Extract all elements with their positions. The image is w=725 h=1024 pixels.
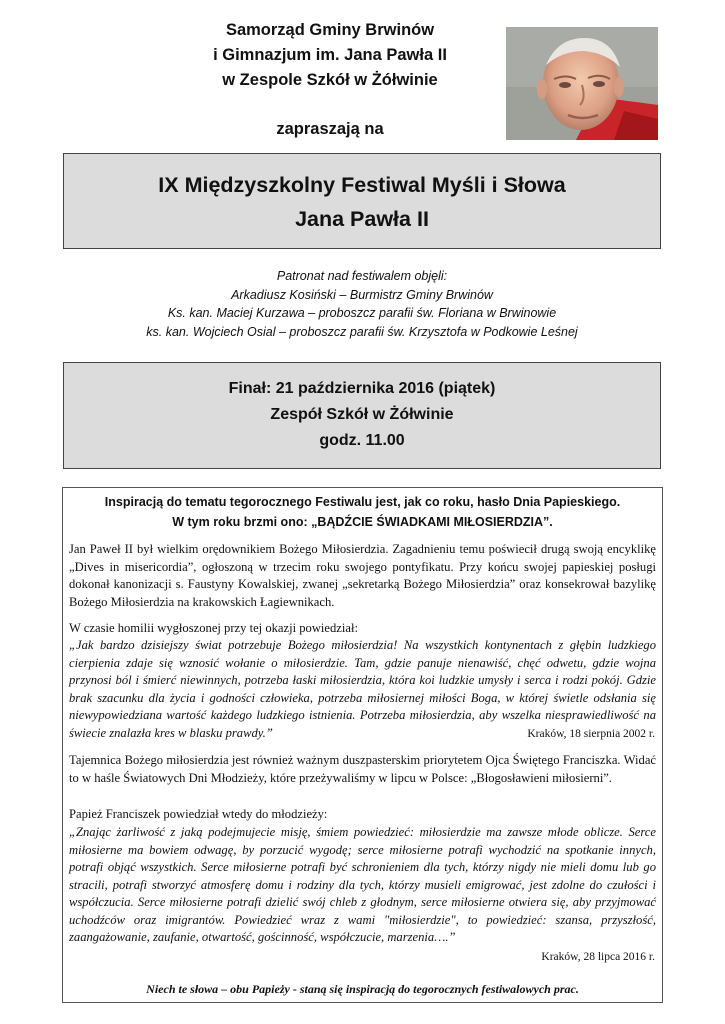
- paragraph-francis: Tajemnica Bożego miłosierdzia jest również ważnym duszpasterskim priorytetem Ojca Świętego Franciszka. Widać to w haśle Światowych Dni Młodzieży, które przeżywaliśmy w lipcu w Polsce: „Błogosławieni miłosierni”.: [69, 753, 656, 785]
- final-venue: Zespół Szkół w Żółwinie: [270, 406, 454, 423]
- organizer-line-2: i Gimnazjum im. Jana Pawła II: [213, 46, 447, 64]
- patronage-heading: Patronat nad festiwalem objęli:: [276, 269, 448, 283]
- intro-line-1: Inspiracją do tematu tegorocznego Festiwalu jest, jak co roku, hasło Dnia Papieskiego.: [104, 495, 621, 509]
- final-date: Finał: 21 października 2016 (piątek): [228, 380, 496, 397]
- organizer-line-3: w Zespole Szkół w Żółwinie: [222, 71, 438, 89]
- patronage-section: [63, 267, 661, 341]
- pope-portrait-photo: [506, 27, 658, 140]
- quote-jpii: „Jak bardzo dzisiejszy świat potrzebuje Bożego miłosierdzia! Na wszystkich kontynentach z głębin ludzkiego cierpienia zdaje się wznosić wołanie o miłosierdzie. Tam, gdzie panuje nienawiść, chęć odwetu, gdzie wojna przynosi ból i śmierć niewinnych, potrzeba łaski miłosierdzia, która koi ludzkie umysły i serca i rodzi pokój. Gdzie brak szacunku dla życia i godności człowieka, potrzeba miłosiernej miłości Boga, w której świetle odsłania się niewypowiedziana wartość każdego ludzkiego istnienia. Potrzeba miłosierdzia, aby wszelka niesprawiedliwość na świecie znalazła kres w blasku prawdy.”: [69, 638, 656, 740]
- closing-line: Niech te słowa – obu Papieży - staną się inspiracją do tegorocznych festiwalowych prac.: [146, 982, 579, 996]
- patron-1: Arkadiusz Kosiński – Burmistrz Gminy Brwinów: [231, 287, 493, 302]
- organizers-header: [180, 18, 480, 93]
- intro-section: [63, 492, 662, 532]
- festival-title-line-1: IX Międzyszkolny Festiwal Myśli i Słowa: [158, 173, 566, 197]
- quote-francis: „Znając żarliwość z jaką podejmujecie misję, śmiem powiedzieć: miłosierdzie ma zawsze młode oblicze. Serce miłosierne ma bowiem odwagę, by porzucić wygodę; serce miłosierne potrafi wychodzić na spotkanie innych, potrafi objąć wszystkich. Serce miłosierne potrafi być schronieniem dla tych, którzy nigdy nie mieli domu lub go stracili, potrafi stworzyć atmosferę domu i rodziny dla tych, którzy musieli emigrować, jest zdolne do czułości i współczucia. Serce miłosierne potrafi dzielić swój chleb z głodnym, serce miłosierne otwiera się, aby przyjmować uchodźców oraz imigrantów. Powiedzieć wraz z wami "miłosierdzie", to powiedzieć: szansa, przyszłość, zaangażowanie, zaufanie, otwartość, gościnność, współczucie, marzenia….”: [69, 825, 656, 944]
- intro-line-2: W tym roku brzmi ono: „BĄDŹCIE ŚWIADKAMI MIŁOSIERDZIA”.: [172, 515, 553, 529]
- organizer-line-1: Samorząd Gminy Brwinów: [225, 21, 435, 39]
- signature-jpii: Kraków, 18 sierpnia 2002 r.: [527, 728, 655, 740]
- festival-title-box: [63, 153, 661, 249]
- festival-title-line-2: Jana Pawła II: [295, 207, 429, 231]
- invite-text: zapraszają na: [276, 120, 384, 138]
- signature-francis: Kraków, 28 lipca 2016 r.: [541, 951, 655, 963]
- paragraph-jpii: Jan Paweł II był wielkim orędownikiem Bożego Miłosierdzia. Zagadnieniu temu poświecił drugą swoją encyklikę „Dives in misericordia”, ogłoszoną w trzecim roku swojego pontyfikatu. Przy końcu swojej papieskiej posługi dokonał kanonizacji s. Faustyny Kowalskiej, zwanej „sekretarką Bożego Miłosierdzia” oraz konsekrował bazylikę Bożego Miłosierdzia na krakowskich Łagiewnikach.: [69, 542, 656, 609]
- patron-3: ks. kan. Wojciech Osial – proboszcz parafii św. Krzysztofa w Podkowie Leśnej: [146, 324, 578, 339]
- final-time: godz. 11.00: [319, 432, 405, 449]
- patron-2: Ks. kan. Maciej Kurzawa – proboszcz parafii św. Floriana w Brwinowie: [167, 306, 557, 320]
- content-box: [62, 487, 663, 1003]
- final-info-box: [63, 362, 661, 469]
- francis-lead: Papież Franciszek powiedział wtedy do młodzieży:: [69, 807, 328, 821]
- homily-lead: W czasie homilii wygłoszonej przy tej okazji powiedział:: [69, 621, 358, 635]
